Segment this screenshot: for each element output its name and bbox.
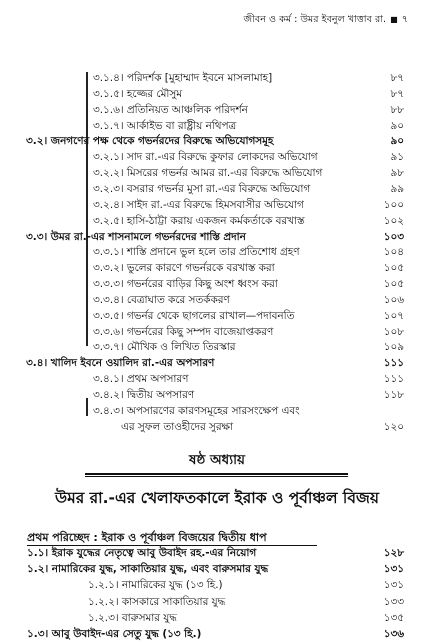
toc-row: [93, 244, 434, 261]
toc-row: [93, 276, 434, 293]
toc-vertical-rule: [86, 72, 88, 346]
toc-entry-page: ১৩৬: [383, 628, 404, 640]
toc-entry-page: ১১৮: [383, 389, 404, 401]
toc-entry-label: ৩.১.৫। হজ্জের মৌসুম: [93, 87, 183, 100]
toc-entry-label: ৩.৩.৭। মৌখিক ও লিখিত তিরস্কার: [93, 341, 236, 354]
toc-entry-label: ১.২। নামারিকের যুদ্ধ, সাকাতিয়ার যুদ্ধ, এবং বারুসমার যুদ্ধ: [27, 563, 269, 576]
toc-entry-label: ৩.৩.১। শাস্তি প্রদানে ভুল হলে তার প্রতিশোধ গ্রহণ: [93, 246, 300, 259]
toc-entry-page: ১০২: [383, 214, 404, 227]
chapter-title: উমর রা.-এর খেলাফতকালে ইরাক ও পূর্বাঞ্চল বিজয়: [55, 489, 379, 507]
toc-entry-label: ৩.৩.৬। গভর্নরের কিছু সম্পদ বাজেয়াপ্তকরণ: [93, 325, 274, 338]
running-head-title: জীবন ও কর্ম : উমর ইবনুল খাত্তাব রা.: [243, 14, 387, 25]
toc-row: [93, 102, 434, 119]
toc-entry-page: ১২০: [383, 420, 404, 433]
toc-entry-label: ৩.৪.৩। অপসারণের কারণসমূহের সারসংক্ষেপ এবং: [93, 404, 300, 417]
toc-row: [27, 626, 434, 643]
toc-row: [88, 610, 434, 627]
toc-row: [93, 86, 434, 103]
toc-entry-page: ৮৭: [390, 87, 404, 100]
toc-entry-page: ৯৯: [390, 182, 404, 195]
toc-row: [93, 387, 434, 404]
toc-row: [93, 165, 434, 182]
toc-entry-page: ১১১: [383, 373, 404, 386]
toc-entry-label: ৩.১.৬। প্রতিনিয়ত আঞ্চলিক পরিদর্শন: [93, 103, 248, 116]
square-marker-icon: ■: [390, 15, 398, 24]
toc-row: [88, 577, 434, 594]
double-rule-bottom: [85, 476, 348, 477]
toc-entry-label: ৩.৪.২। দ্বিতীয় অপসারণ: [93, 389, 195, 401]
toc-entry-page: ১০৮: [383, 325, 404, 338]
toc-entry-page: ১০৬: [383, 293, 404, 306]
toc-entry-label: ৩.২.৫। হাসি-ঠাট্টা করায় একজন কর্মকর্তাকে বরখাস্ত: [93, 214, 305, 227]
toc-entry-label: ৩.৩। উমর রা.-এর শাসনামলে গভর্নরদের শাস্তি প্রদান: [26, 230, 246, 243]
toc-entry-page: ১০৫: [383, 278, 404, 291]
part-heading: প্রথম পরিচ্ছেদ : ইরাক ও পূর্বাঞ্চল বিজয়ের দ্বিতীয় ধাপ: [27, 531, 267, 544]
toc-entry-label: ৩.১.৭। আর্কাইভ বা রাষ্ট্রীয় নথিপত্র: [93, 119, 237, 132]
toc-row: [93, 70, 434, 87]
toc-row: [93, 197, 434, 214]
toc-entry-page: ৯১: [390, 151, 404, 164]
toc-entry-label: ১.১। ইরাক যুদ্ধের নেতৃত্বে আবু উবাইদ রহ.-এর নিয়োগ: [27, 547, 257, 559]
toc-entry-label: ১.২.৩। বারুসমার যুদ্ধ: [88, 611, 177, 624]
toc-entry-page: ৮৮: [390, 103, 404, 116]
toc-entry-label: ৩.৩.৩। গভর্নরের বাড়ির কিছু অংশ ধ্বংস করা: [93, 278, 278, 291]
toc-entry-label: ১.২.২। কাসকারে সাকাতিয়ার যুদ্ধ: [88, 595, 226, 608]
toc-entry-label: ৩.৩.২। ভুলের কারণে গভর্নরকে বরখাস্ত করা: [93, 262, 275, 275]
toc-entry-page: ৯৮: [390, 167, 404, 180]
toc-entry-page: ১০৫: [383, 262, 404, 275]
toc-row: [26, 355, 434, 372]
toc-entry-page: ১০৩: [383, 230, 404, 243]
toc-row: [121, 419, 434, 436]
toc-entry-page: ৯০: [390, 119, 404, 132]
toc-row: [93, 371, 434, 388]
toc-entry-page: ১০০: [383, 198, 404, 211]
page-number: ৭: [401, 14, 408, 25]
toc-row: [93, 213, 434, 230]
double-rule-top: [85, 473, 348, 475]
toc-entry-label: এর সুফল তাওহীদের সুরক্ষা: [121, 420, 233, 433]
toc-entry-page: ১২৮: [383, 547, 404, 559]
toc-row: [93, 149, 434, 166]
toc-entry-label: ৩.৩.৪। বেত্রাঘাত করে সতর্ককরণ: [93, 293, 230, 306]
toc-entry-label: ১.২.১। নামারিকের যুদ্ধ (১৩ হি.): [88, 579, 223, 592]
toc-entry-page: ১০৭: [383, 309, 404, 322]
toc-entry-page: ১১১: [383, 357, 404, 370]
toc-entry-page: ১৩৩: [383, 595, 404, 608]
toc-entry-label: ৩.২.৩। বসরার গভর্নর মুসা রা.-এর বিরুদ্ধে অভিযোগ: [93, 182, 311, 195]
toc-entry-page: ১০৯: [383, 341, 404, 354]
toc-entry-label: ৩.২। জনগণের পক্ষ থেকে গভর্নরদের বিরুদ্ধে অভিযোগসমূহ: [26, 135, 274, 148]
chapter-heading: ষষ্ঠ অধ্যায়: [189, 452, 245, 468]
toc-row: [26, 133, 434, 150]
toc-row: [93, 181, 434, 198]
toc-entry-label: ৩.১.৪। পরিদর্শক [মুহাম্মাদ ইবনে মাসলামাহ]: [93, 72, 273, 84]
toc-entry-page: ১৩১: [383, 563, 404, 576]
toc-entry-label: ৩.৪.১। প্রথম অপসারণ: [93, 373, 189, 386]
toc-entry-page: ৮৭: [390, 72, 404, 84]
toc-entry-page: ১৩১: [383, 579, 404, 592]
toc-entry-page: ১৩৫: [383, 611, 404, 624]
toc-entry-label: ১.৩। আবু উবাইদ-এর সেতু যুদ্ধ (১৩ হি.): [27, 628, 202, 640]
toc-row: [93, 118, 434, 135]
toc-row: [93, 339, 434, 356]
toc-row: [93, 308, 434, 325]
running-head: [244, 13, 408, 28]
toc-row: [27, 545, 434, 562]
toc-vertical-rule-2: [86, 398, 88, 416]
toc-entry-label: ৩.৪। খালিদ ইবনে ওয়ালিদ রা.-এর অপসারণ: [26, 357, 215, 370]
toc-entry-page: ৯০: [390, 135, 404, 148]
toc-row: [93, 260, 434, 277]
toc-entry-label: ৩.২.৪। সাইদ রা.-এর বিরুদ্ধে হিমসবাসীর অভিযোগ: [93, 198, 304, 211]
toc-entry-page: ১০৪: [383, 246, 404, 259]
toc-entry-label: ৩.২.১। সাদ রা.-এর বিরুদ্ধে কুফার লোকদের অভিযোগ: [93, 151, 318, 164]
toc-row: [93, 324, 434, 341]
toc-entry-label: ৩.৩.৫। গভর্নর থেকে ছাগলের রাখাল—পদাবনতি: [93, 309, 295, 322]
toc-row: [26, 229, 434, 246]
toc-row: [88, 594, 434, 611]
toc-row: [27, 561, 434, 578]
toc-row: [93, 403, 434, 420]
toc-row: [93, 292, 434, 309]
toc-entry-label: ৩.২.২। মিসরের গভর্নর আমর রা.-এর বিরুদ্ধে অভিযোগ: [93, 167, 323, 180]
